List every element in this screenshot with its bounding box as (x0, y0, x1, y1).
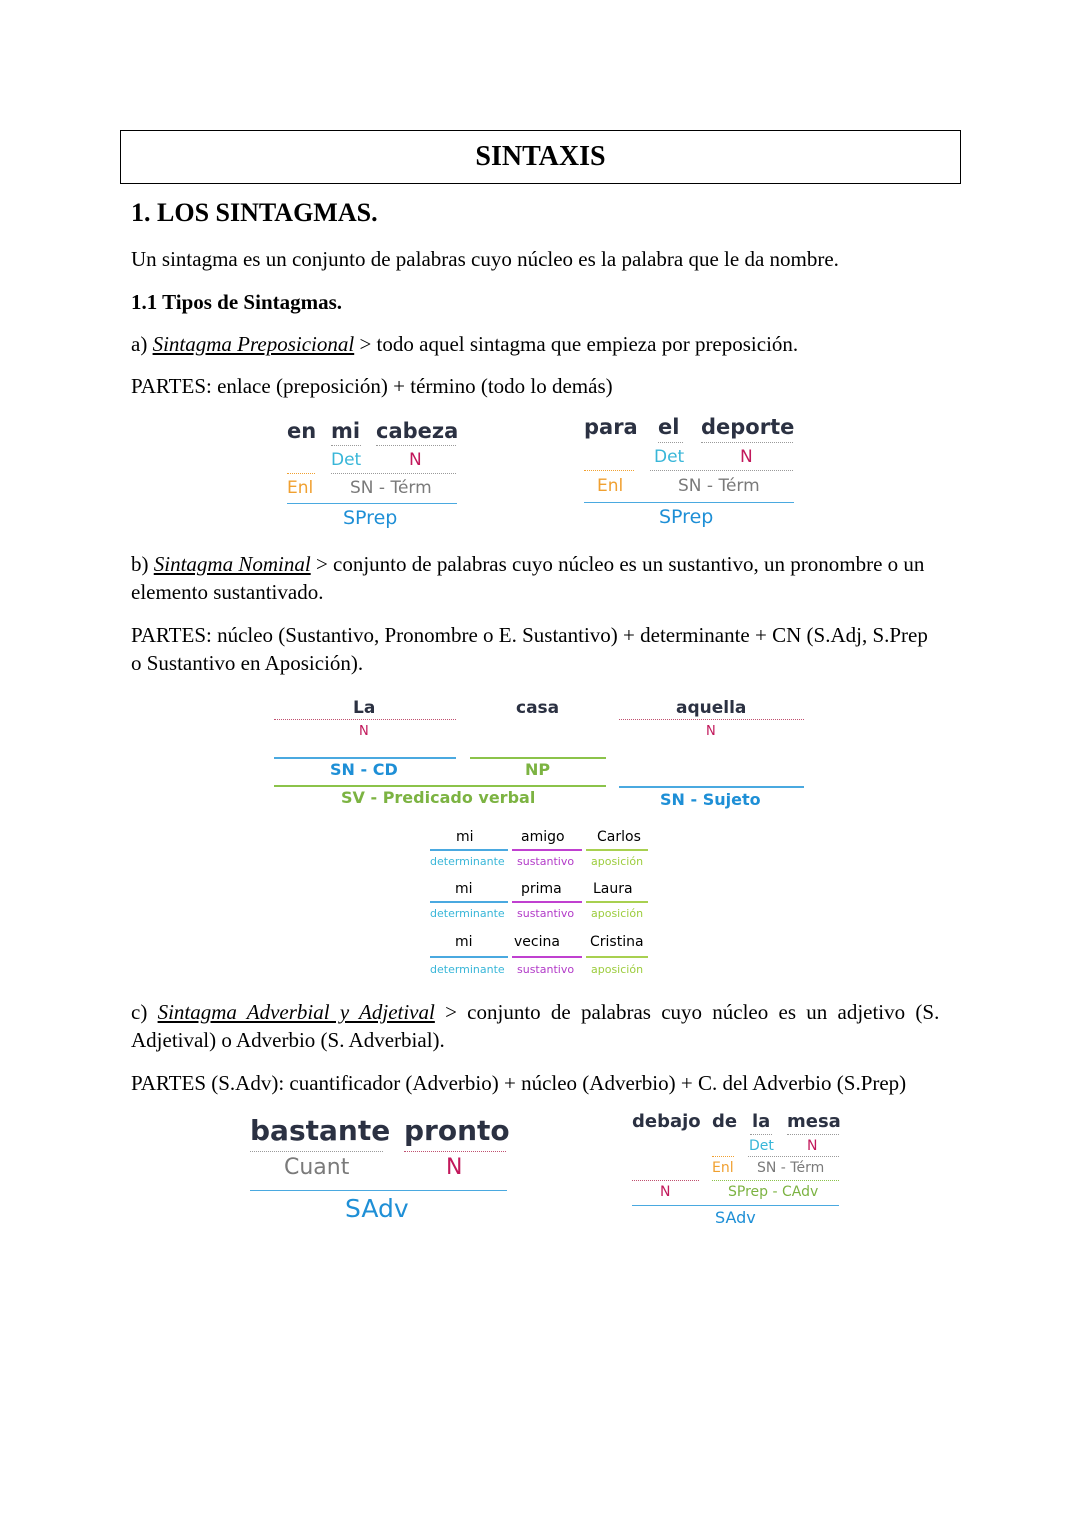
word-casa: casa (516, 698, 560, 718)
subsection-heading: 1.1 Tipos de Sintagmas. (131, 290, 343, 314)
solid-line (512, 956, 582, 958)
label-sprep: SPrep (659, 506, 714, 528)
word-la: la (752, 1111, 771, 1132)
label-det: Det (749, 1138, 774, 1154)
word-det: mi (455, 881, 473, 897)
dotted-line (632, 1180, 699, 1181)
label-np: NP (525, 760, 551, 779)
prep-prefix: a) (131, 332, 153, 356)
advadj-definition (131, 998, 951, 1026)
label-n: N (660, 1184, 671, 1200)
dotted-line (750, 1134, 772, 1135)
section-heading: 1. LOS SINTAGMAS. (131, 198, 378, 227)
solid-line (430, 901, 508, 903)
word-sust: amigo (521, 829, 565, 845)
prep-parts: PARTES: enlace (preposición) + término (todo lo demás) (131, 374, 613, 398)
prep-term: Sintagma Preposicional (152, 332, 355, 356)
word-det: mi (455, 934, 473, 950)
dotted-line (274, 719, 456, 720)
intro-paragraph: Un sintagma es un conjunto de palabras cuyo núcleo es la palabra que le da nombre. (131, 247, 839, 271)
word-apos: Carlos (597, 829, 641, 845)
advadj-def-2: Adjetival) o Adverbio (S. Adverbial). (131, 1028, 445, 1052)
label-det: Det (331, 450, 362, 470)
dotted-line (748, 1156, 839, 1157)
label-sv: SV - Predicado verbal (341, 788, 536, 807)
prep-def: > todo aquel sintagma que empieza por preposición. (354, 332, 799, 356)
page-title: SINTAXIS (475, 141, 606, 172)
label-determinante: determinante (430, 907, 505, 920)
label-n: N (409, 450, 422, 470)
word-de: de (712, 1111, 738, 1132)
solid-line (430, 956, 508, 958)
dotted-line (701, 442, 793, 443)
nominal-parts-2: o Sustantivo en Aposición). (131, 651, 364, 675)
label-sprep: SPrep (343, 507, 398, 529)
word-el: el (658, 415, 680, 439)
solid-line (287, 503, 457, 504)
solid-line (274, 785, 606, 787)
word-deporte: deporte (701, 415, 795, 439)
solid-line (632, 1205, 839, 1206)
solid-line (586, 901, 648, 903)
solid-line (586, 849, 648, 851)
label-aposicion: aposición (591, 855, 644, 868)
label-n: N (740, 447, 753, 467)
nominal-prefix: b) (131, 552, 154, 576)
solid-line (250, 1190, 507, 1191)
prep-definition (131, 330, 951, 358)
word-para: para (584, 415, 638, 439)
label-determinante: determinante (430, 963, 505, 976)
advadj-def-1: > conjunto de palabras cuyo núcleo es un adjetivo (S. (434, 1000, 940, 1024)
label-sn-sujeto: SN - Sujeto (660, 790, 761, 809)
solid-line (470, 757, 606, 759)
dotted-line (712, 1156, 734, 1157)
dotted-line (376, 445, 456, 446)
label-n: N (446, 1155, 463, 1180)
label-enl: Enl (597, 476, 624, 496)
word-apos: Laura (593, 881, 633, 897)
word-mi: mi (331, 419, 361, 443)
label-n: N (706, 724, 716, 739)
label-aposicion: aposición (591, 963, 644, 976)
nominal-definition (131, 550, 951, 578)
label-sadv: SAdv (715, 1208, 756, 1227)
dotted-line (250, 1151, 383, 1152)
label-sadv: SAdv (345, 1194, 409, 1223)
solid-line (512, 901, 582, 903)
word-sust: prima (521, 881, 562, 897)
label-n: N (359, 724, 369, 739)
label-sn-term: SN - Térm (678, 476, 760, 496)
dotted-line (404, 1151, 506, 1152)
solid-line (586, 956, 648, 958)
solid-line (584, 502, 794, 503)
dotted-line (331, 445, 361, 446)
advadj-term: Sintagma Adverbial y Adjetival (157, 1000, 435, 1024)
word-la: La (353, 698, 376, 718)
nominal-def-1: > conjunto de palabras cuyo núcleo es un sustantivo, un pronombre o un (310, 552, 925, 576)
word-mesa: mesa (787, 1111, 841, 1132)
word-aquella: aquella (676, 698, 747, 718)
dotted-line (331, 473, 456, 474)
label-sustantivo: sustantivo (517, 963, 575, 976)
advadj-prefix: c) (131, 1000, 158, 1024)
label-sustantivo: sustantivo (517, 907, 575, 920)
label-sn-cd: SN - CD (330, 760, 398, 779)
label-sprep-cadv: SPrep - CAdv (728, 1184, 819, 1200)
word-debajo: debajo (632, 1111, 701, 1132)
word-det: mi (456, 829, 474, 845)
dotted-line (619, 719, 804, 720)
solid-line (274, 757, 456, 759)
word-apos: Cristina (590, 934, 644, 950)
solid-line (619, 786, 804, 788)
label-cuant: Cuant (284, 1155, 350, 1180)
label-sn-term: SN - Térm (350, 478, 432, 498)
label-enl: Enl (287, 478, 314, 498)
dotted-line (650, 470, 793, 471)
dotted-line (787, 1134, 839, 1135)
word-bastante: bastante (250, 1114, 391, 1147)
label-determinante: determinante (430, 855, 505, 868)
label-enl: Enl (712, 1160, 734, 1176)
dotted-line (712, 1180, 839, 1181)
label-sn-term: SN - Térm (757, 1160, 825, 1176)
word-cabeza: cabeza (376, 419, 459, 443)
dotted-line (658, 442, 683, 443)
word-sust: vecina (514, 934, 560, 950)
nominal-def-2: elemento sustantivado. (131, 580, 324, 604)
label-sustantivo: sustantivo (517, 855, 575, 868)
word-pronto: pronto (404, 1114, 510, 1147)
label-n: N (807, 1138, 818, 1154)
nominal-parts-1: PARTES: núcleo (Sustantivo, Pronombre o E. Sustantivo) + determinante + CN (S.Adj, S.Prep (131, 623, 928, 647)
solid-line (512, 849, 582, 851)
label-aposicion: aposición (591, 907, 644, 920)
word-en: en (287, 419, 317, 443)
dotted-line (287, 473, 315, 474)
label-det: Det (654, 447, 685, 467)
advadj-parts: PARTES (S.Adv): cuantificador (Adverbio) + núcleo (Adverbio) + C. del Adverbio (S.Prep) (131, 1071, 907, 1095)
title-box (120, 130, 961, 184)
solid-line (430, 849, 508, 851)
dotted-line (584, 470, 634, 471)
nominal-term: Sintagma Nominal (153, 552, 311, 576)
